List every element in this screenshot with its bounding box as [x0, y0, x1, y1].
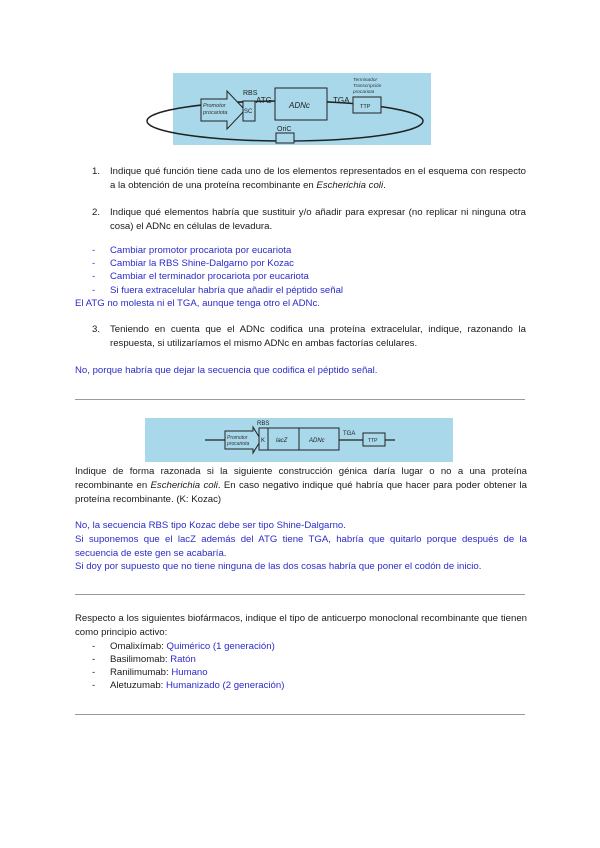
adnc-label: ADNc [309, 438, 325, 444]
answer-2-item: - Cambiar la RBS Shine-Dalgarno por Kozac [92, 258, 294, 269]
construct-question: Indique de forma razonada si la siguiente construcción génica daría lugar o no a una proteína recombinante en Escherichia coli. En caso negativo indique qué habría que hacer para poder obtener la proteína recombinante. (K: Kozac) [75, 466, 527, 505]
promoter-label-2: procariota [227, 441, 250, 447]
question-3: Teniendo en cuenta que el ADNc codifica una proteína extracelular, indique, razonando la respuesta, si utilizaríamos el mismo ADNc en ambas factorías celulares. [110, 324, 526, 349]
answer-2-item: - Cambiar el terminador procariota por eucariota [92, 271, 309, 282]
antibody-item: - Basilimomab: Ratón [92, 654, 196, 665]
antibody-type: Humanizado (2 generación) [166, 680, 285, 691]
antibody-type: Quimérico (1 generación) [166, 641, 275, 652]
k-label: K [261, 438, 266, 444]
ttp-label: TTP [360, 104, 371, 110]
lacz-label: lacZ [276, 438, 288, 444]
question-1-text: Indique qué función tiene cada uno de los elementos representados en el esquema con respecto a la obtención de una proteína recombinante en [110, 166, 526, 191]
section-divider [75, 714, 525, 715]
oric-label: OriC [277, 126, 292, 133]
antibody-question: Respecto a los siguientes biofármacos, indique el tipo de anticuerpo monoclonal recombinante que tienen como principio activo: [75, 613, 527, 638]
promoter-label-1: Promotor [203, 103, 226, 109]
adnc-label: ADNc [289, 101, 310, 110]
ttp-label: TTP [368, 438, 378, 444]
question-2: Indique qué elementos habría que sustituir y/o añadir para expresar (no replicar ni ninguna otra cosa) el ADNc en células de levadura. [110, 207, 526, 232]
gene-construct-diagram [145, 418, 453, 462]
question-1-end: . [383, 180, 386, 191]
antibody-type: Humano [171, 667, 208, 678]
promoter-label-1: Promotor [227, 435, 248, 441]
question-2-number: 2. [92, 207, 101, 218]
antibody-type: Ratón [170, 654, 196, 665]
promoter-label-2: procariota [203, 110, 228, 116]
terminator-label-1: Terminador [353, 78, 378, 83]
antibody-item: - Omalixímab: Quimérico (1 generación) [92, 641, 275, 652]
sc-label: SC [244, 109, 253, 115]
answer-3: No, porque habría que dejar la secuencia que codifica el péptido señal. [75, 365, 378, 376]
tga-label: TGA [343, 431, 356, 437]
atg-label: ATG [256, 96, 272, 105]
construct-question-organism: Escherichia coli [150, 480, 218, 491]
question-1 [110, 165, 526, 193]
terminator-label-2: Transcripción [353, 84, 382, 89]
construct-answer-1: No, la secuencia RBS tipo Kozac debe ser tipo Shine-Dalgarno. [75, 520, 346, 531]
question-3-number: 3. [92, 324, 101, 335]
answer-2-note: El ATG no molesta ni el TGA, aunque tenga otro el ADNc. [75, 298, 320, 309]
answer-2-item: - Si fuera extracelular habría que añadir el péptido señal [92, 285, 344, 296]
question-1-organism: Escherichia coli [316, 180, 384, 191]
plasmid-diagram [145, 73, 435, 151]
terminator-label-3: procariota [353, 90, 375, 95]
construct-answer-3: Si doy por supuesto que no tiene ninguna de las dos cosas habría que poner el codón de inicio. [75, 561, 482, 572]
answer-2-item: - Cambiar promotor procariota por eucariota [92, 245, 292, 256]
antibody-item: - Aletuzumab: Humanizado (2 generación) [92, 680, 285, 691]
construct-answer-2: Si suponemos que el lacZ además del ATG tiene TGA, habría que quitarlo porque después de la secuencia de este gen se acabaría. [75, 534, 527, 559]
rbs-label: RBS [243, 90, 258, 97]
question-1-number: 1. [92, 166, 101, 177]
section-divider [75, 399, 525, 400]
tga-label: TGA [333, 96, 350, 105]
antibody-item: - Ranilimumab: Humano [92, 667, 208, 678]
rbs-label: RBS [257, 421, 270, 427]
section-divider [75, 594, 525, 595]
oric-box [276, 133, 294, 143]
